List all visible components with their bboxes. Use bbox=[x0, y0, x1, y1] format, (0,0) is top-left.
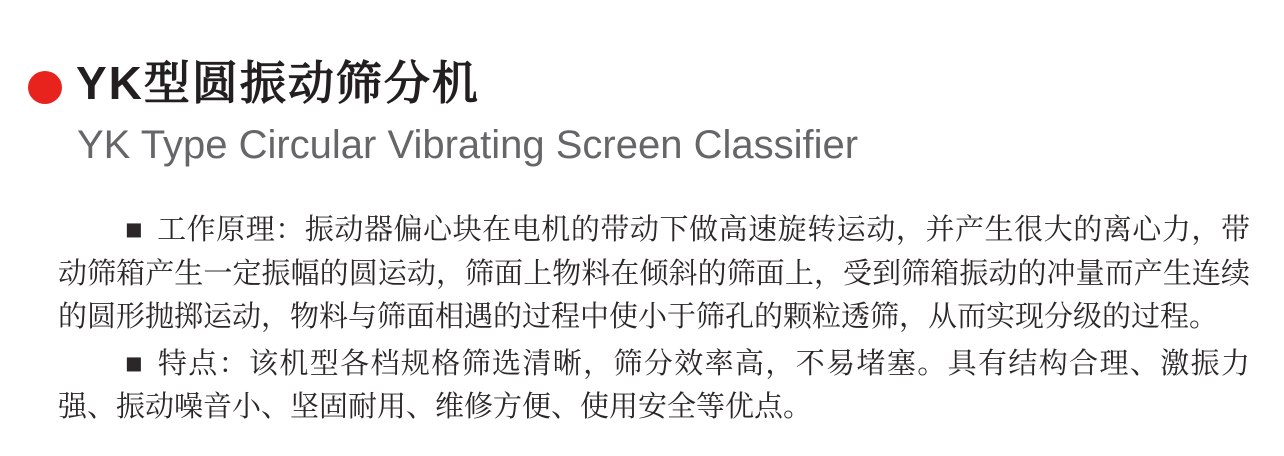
paragraph-body: 振动器偏心块在电机的带动下做高速旋转运动，并产生很大的离心力，带动筛箱产生一定振幅的圆运动，筛面上物料在倾斜的筛面上，受到筛箱振动的冲量而产生连续的圆形抛掷运动，物料与筛面相遇的过程中使小于筛孔的颗粒透筛，从而实现分级的过程。 bbox=[58, 214, 1250, 333]
paragraph-label: 特点： bbox=[157, 347, 250, 380]
paragraph-working-principle bbox=[58, 209, 1250, 340]
section-title-zh: YK型圆振动筛分机 bbox=[76, 57, 480, 109]
section-title-en: YK Type Circular Vibrating Screen Classifier bbox=[77, 123, 859, 167]
paragraph-features bbox=[58, 343, 1250, 430]
red-bullet-icon bbox=[28, 71, 62, 104]
description-section bbox=[58, 209, 1250, 430]
paragraph-body: 该机型各档规格筛选清晰，筛分效率高，不易堵塞。具有结构合理、激振力强、振动噪音小、坚固耐用、维修方便、使用安全等优点。 bbox=[58, 347, 1250, 423]
square-bullet-icon: ■ bbox=[125, 214, 144, 246]
paragraph-label: 工作原理： bbox=[157, 214, 305, 246]
square-bullet-icon: ■ bbox=[125, 347, 144, 380]
